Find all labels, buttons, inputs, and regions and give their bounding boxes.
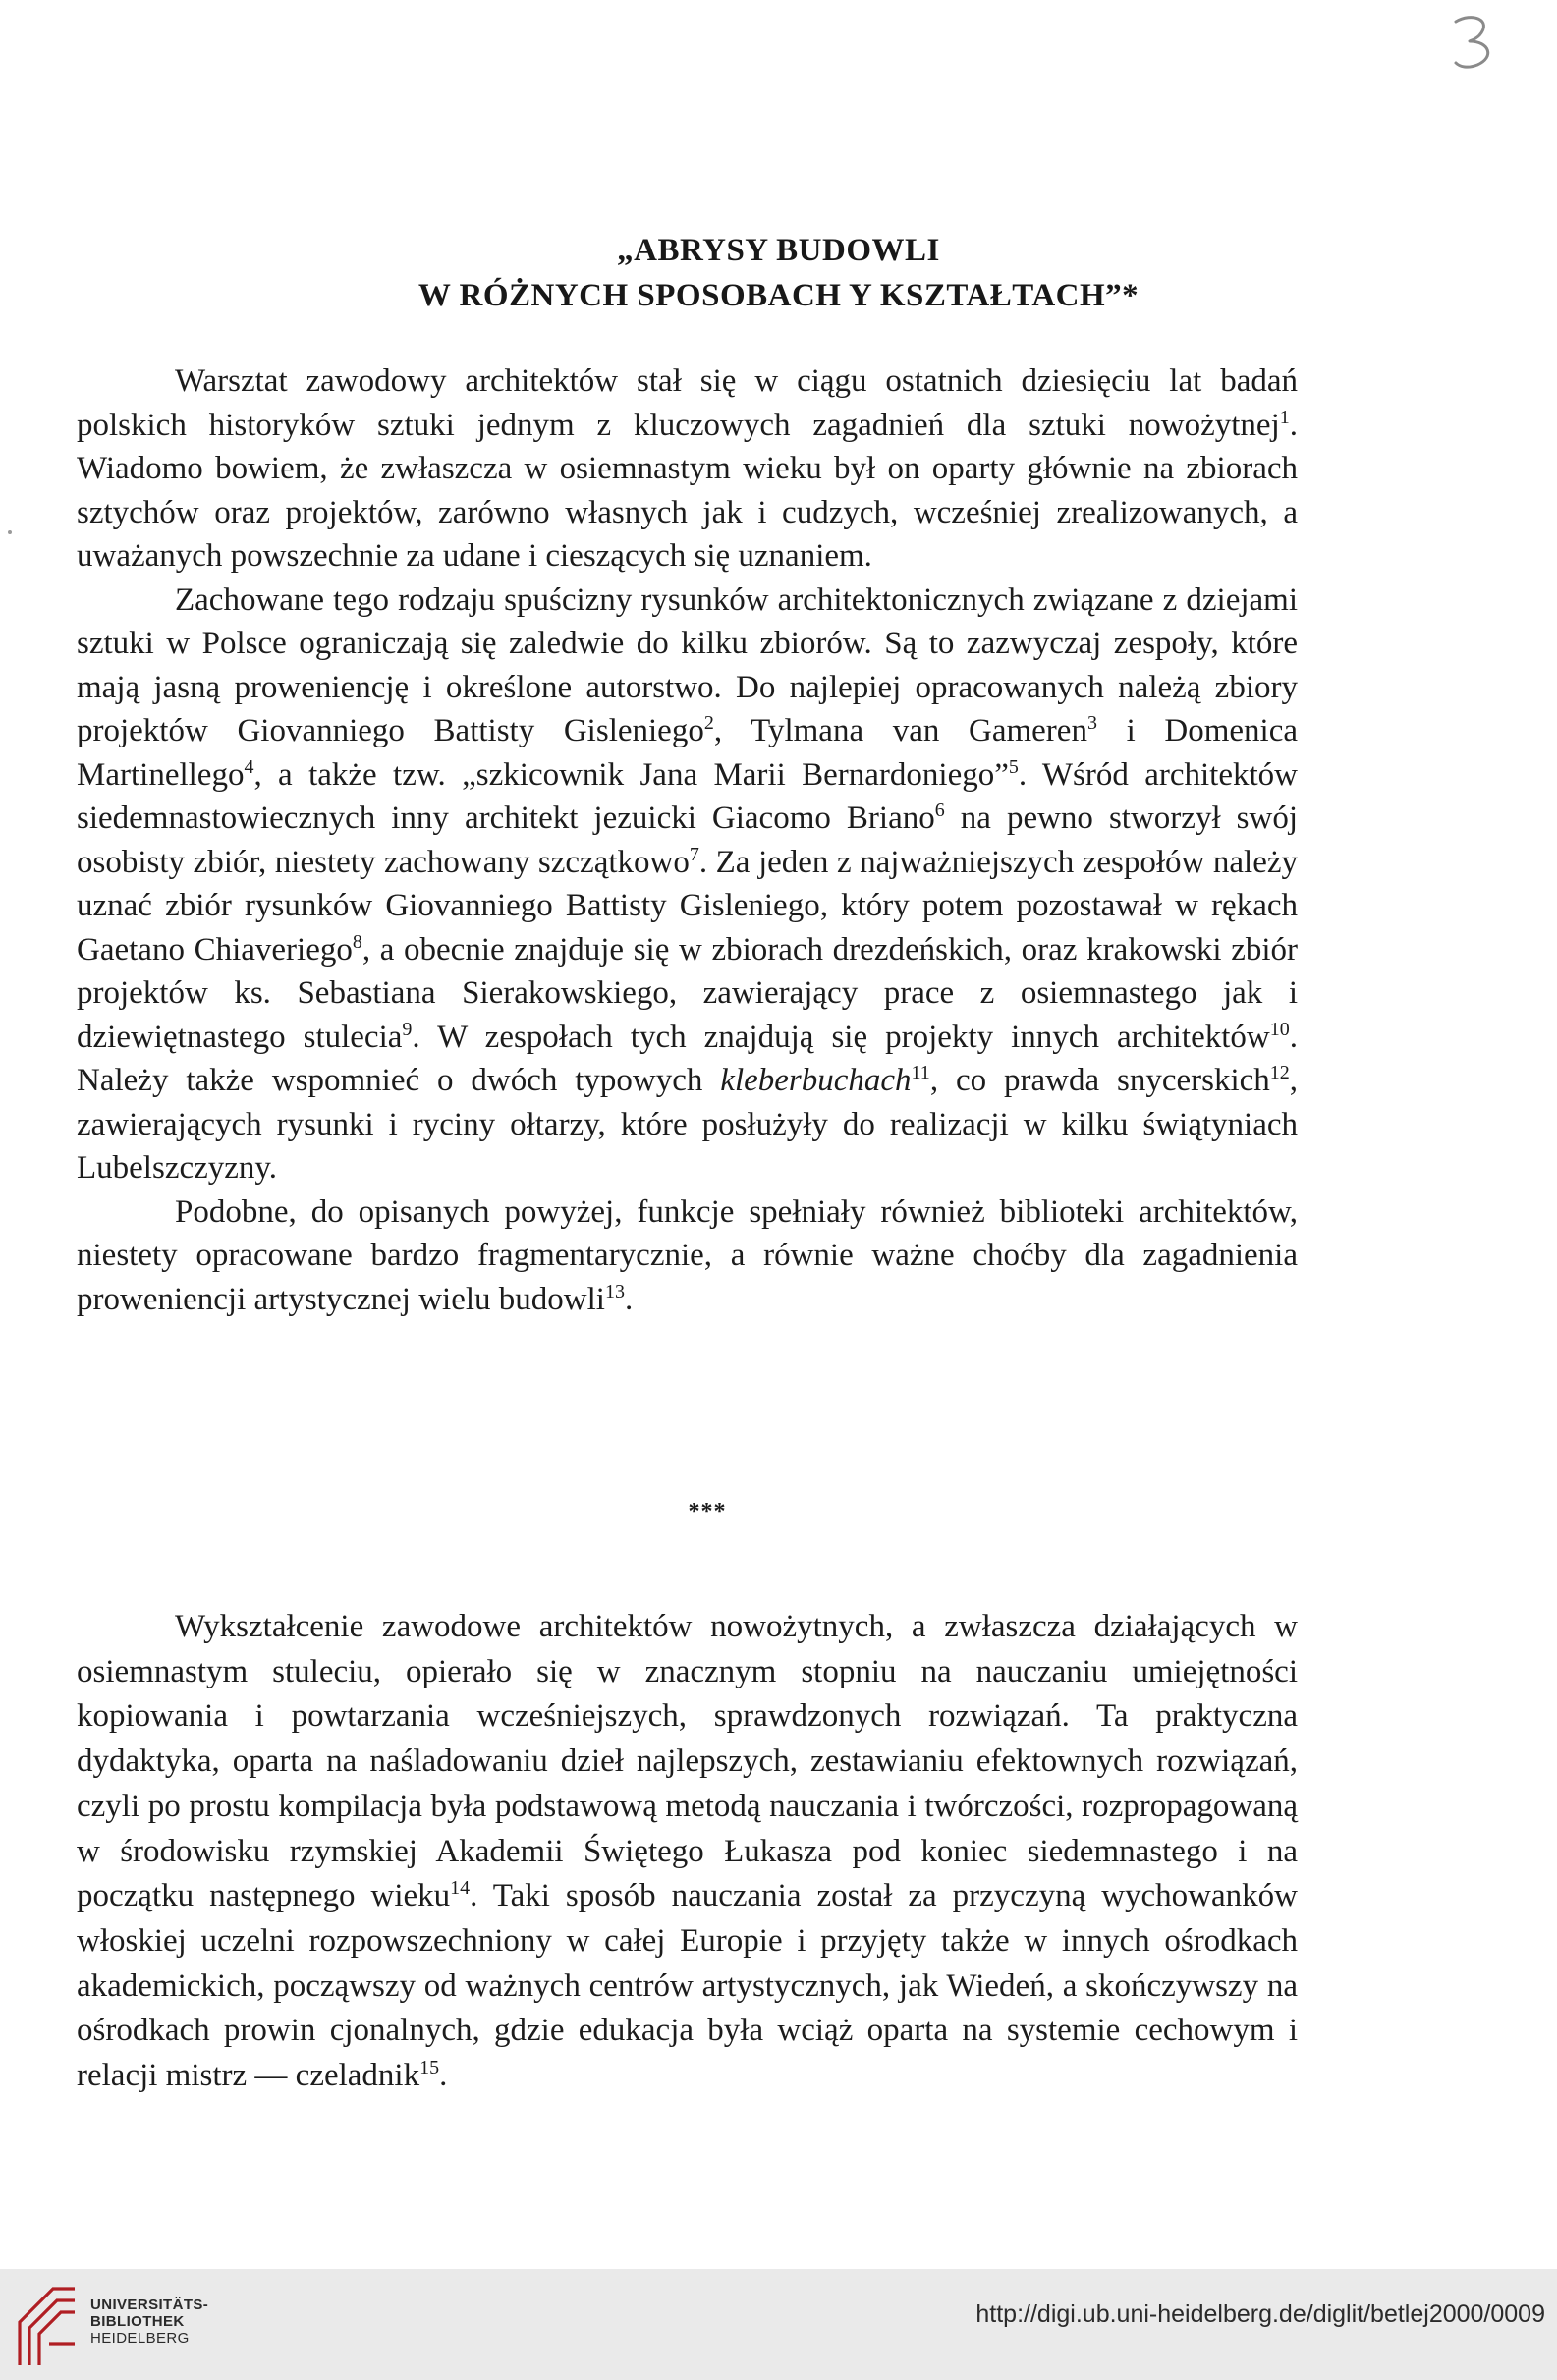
footnote-ref: 15: [419, 2057, 440, 2079]
title-line-2: W RÓŻNYCH SPOSOBACH Y KSZTAŁTACH”*: [417, 278, 1140, 313]
text-run: , a obecnie znajduje się w zbiorach drezdeńskich, oraz krakowski zbiór projektów ks. Sebastiana Sierakowskiego, zawierający prace z osiemnastego jak i dziewiętnastego stulecia: [77, 931, 1298, 1055]
library-name-line-2: BIBLIOTHEK: [90, 2313, 185, 2330]
library-name-line-3: HEIDELBERG: [90, 2330, 190, 2347]
library-name: [90, 2297, 208, 2347]
footnote-ref: 11: [911, 1062, 930, 1083]
body-text-section-2: [77, 1605, 1298, 2099]
text-run: Wykształcenie zawodowe architektów nowożytnych, a zwłaszcza działających w osiemnastym stuleciu, opierało się w znacznym stopniu na nauczaniu umiejętności kopiowania i powtarzania wcześniejszych, sprawdzonych rozwiązań. Ta praktyczna dydaktyka, oparta na naśladowaniu dzieł najlepszych, zestawianiu efektownych rozwiązań, czyli po prostu kompilacja była podstawową metodą nauczania i twórczości, rozpropagowaną w środowisku rzymskiej Akademii Świętego Łukasza pod koniec siedemnastego i na początku następnego wieku: [77, 1609, 1298, 1914]
text-run: Podobne, do opisanych powyżej, funkcje spełniały również biblioteki architektów, niestety opracowane bardzo fragmentarycznie, a równie ważne choćby dla zagadnienia proweniencji artystycznej wielu budowli: [77, 1193, 1298, 1317]
text-run: , zawierających rysunki i ryciny ołtarzy, które posłużyły do realizacji w kilku świątyniach Lubelszczyzny.: [77, 1063, 1299, 1186]
text-run: Warsztat zawodowy architektów stał się w ciągu ostatnich dziesięciu lat badań polskich historyków sztuki jednym z kluczowych zagadnień dla sztuki nowożytnej: [77, 363, 1298, 443]
text-run: . W zespołach tych znajdują się projekty innych architektów: [412, 1019, 1270, 1055]
text-run: , a także tzw. „szkicownik Jana Marii Bernardoniego”: [253, 756, 1009, 793]
paragraph: [77, 1190, 1298, 1322]
body-text-section-1: [77, 360, 1298, 1321]
handwritten-page-number: [1442, 8, 1511, 77]
footnote-ref: 2: [703, 712, 714, 734]
library-name-line-1: UNIVERSITÄTS-: [90, 2297, 209, 2313]
footer-bar: [0, 2269, 1557, 2380]
text-run: . Taki sposób nauczania został za przyczyną wychowanków włoskiej uczelni rozpowszechniony w całej Europie i przyjęty także w innych ośrodkach akademickich, począwszy od ważnych centrów artystycznych, jak Wiedeń, a skończywszy na ośrodkach prowin cjonalnych, gdzie edukacja była wciąż oparta na systemie cechowym i relacji mistrz — czeladnik: [77, 1878, 1298, 2094]
text-run: na pewno stworzył swój osobisty zbiór, niestety zachowany szczątkowo: [77, 801, 1298, 880]
text-run: i Domenica Martinellego: [77, 713, 1299, 793]
text-run: . Wśród architektów siedemnastowiecznych inny architekt jezuicki Giacomo Briano: [77, 756, 1298, 836]
text-run: . Wiadomo bowiem, że zwłaszcza w osiemnastym wieku był on oparty głównie na zbiorach sztychów oraz projektów, zarówno własnych jak i cudzych, wcześniej zrealizowanych, a uważanych powszechnie za udane i cieszących się uznaniem.: [77, 407, 1298, 574]
paragraph: [77, 579, 1298, 1190]
italic-term: kleberbuchach: [720, 1063, 912, 1098]
paragraph: [77, 360, 1298, 579]
footnote-ref: 1: [1279, 406, 1290, 428]
footnote-ref: 7: [689, 843, 699, 865]
footnote-ref: 8: [352, 930, 362, 953]
section-separator: ***: [688, 1499, 727, 1524]
page-title: [157, 228, 1400, 318]
footnote-ref: 3: [1086, 712, 1097, 734]
source-url-link[interactable]: http://digi.ub.uni-heidelberg.de/diglit/betlej2000/0009: [975, 2300, 1545, 2328]
footnote-ref: 13: [604, 1280, 625, 1302]
footnote-ref: 9: [402, 1018, 413, 1040]
text-run: . Należy także wspomnieć o dwóch typowych: [77, 1019, 1298, 1098]
text-run: , Tylmana van Gameren: [713, 713, 1087, 748]
footnote-ref: 10: [1269, 1018, 1290, 1040]
margin-mark: [8, 530, 12, 534]
text-run: .: [439, 2058, 448, 2094]
title-line-1: „ABRYSY BUDOWLI: [617, 233, 940, 268]
ub-heidelberg-logo-icon: [14, 2283, 81, 2367]
paragraph: [77, 1605, 1298, 2099]
footnote-ref: 14: [450, 1877, 471, 1900]
footnote-ref: 5: [1008, 755, 1019, 778]
footnote-ref: 4: [244, 755, 254, 778]
footnote-ref: 6: [934, 800, 945, 821]
footnote-ref: 12: [1269, 1062, 1290, 1083]
text-run: .: [624, 1281, 634, 1317]
text-run: Zachowane tego rodzaju spuścizny rysunków architektonicznych związane z dziejami sztuki w Polsce ograniczają się zaledwie do kilku zbiorów. Są to zazwyczaj zespoły, które mają jasną proweniencję i określone autorstwo. Do najlepiej opracowanych należą zbiory projektów Giovanniego Battisty Gisleniego: [77, 581, 1298, 748]
text-run: . Za jeden z najważniejszych zespołów należy uznać zbiór rysunków Giovanniego Battisty Gisleniego, który potem pozostawał w rękach Gaetano Chiaveriego: [77, 844, 1298, 968]
text-run: , co prawda snycerskich: [929, 1063, 1270, 1098]
